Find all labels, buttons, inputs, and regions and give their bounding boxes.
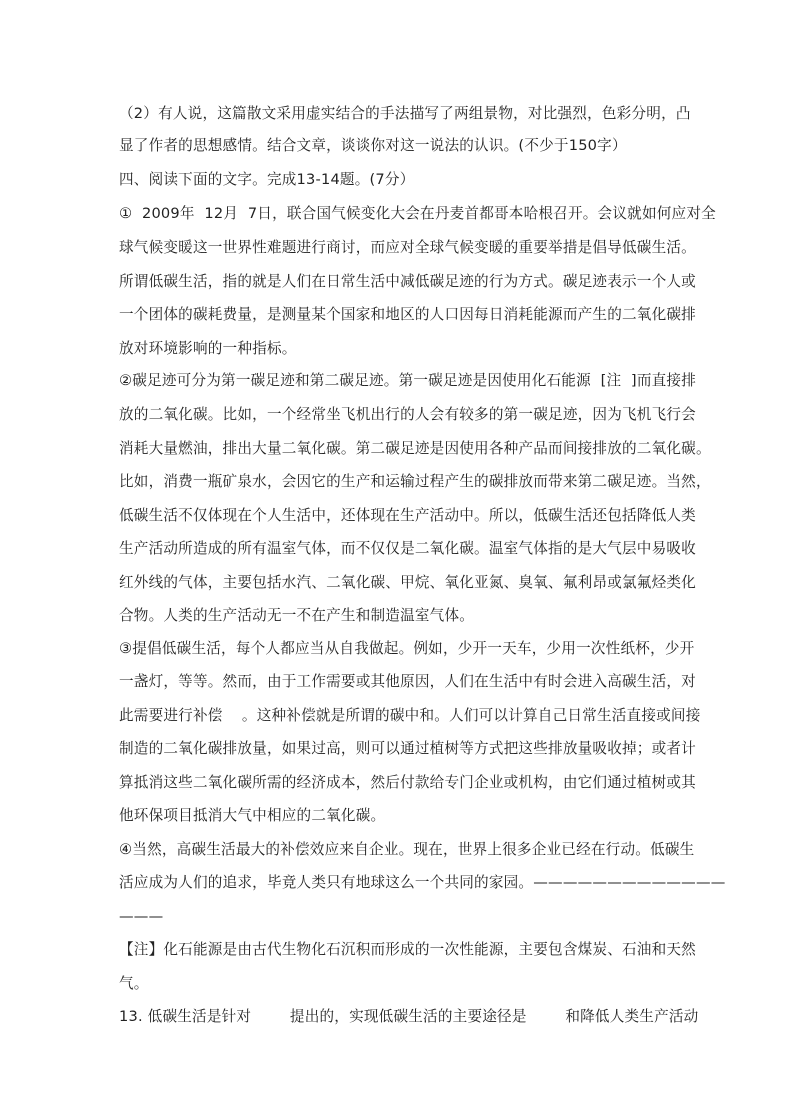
paragraph-4-line-3: ——— xyxy=(119,908,164,925)
paragraph-3-line-6: 他环保项目抵消大气中相应的二氧化碳。 xyxy=(119,807,386,824)
paragraph-3-line-2: 一盏灯，等等。然而，由于工作需要或其他原因，人们在生活中有时会进入高碳生活，对 xyxy=(119,673,696,690)
paragraph-1-line-4: 一个团体的碳耗费量，是测量某个国家和地区的人口因每日消耗能源而产生的二氧化碳排 xyxy=(119,306,696,323)
paragraph-2-line-2: 放的二氧化碳。比如，一个经常坐飞机出行的人会有较多的第一碳足迹，因为飞机飞行会 xyxy=(119,406,696,423)
paragraph-2-line-7: 红外线的气体，主要包括水汽、二氧化碳、甲烷、氧化亚氮、臭氧、氟利昂或氯氟烃类化 xyxy=(119,574,696,591)
paragraph-1-line-5: 放对环境影响的一种指标。 xyxy=(119,340,297,357)
question-2-line-1: （2）有人说，这篇散文采用虚实结合的手法描写了两组景物，对比强烈，色彩分明，凸 xyxy=(119,105,691,122)
paragraph-4-line-1: ④当然，高碳生活最大的补偿效应来自企业。现在，世界上很多企业已经在行动。低碳生 xyxy=(119,841,695,858)
paragraph-3-line-1: ③提倡低碳生活，每个人都应当从自我做起。例如，少开一天车，少用一次性纸杯，少开 xyxy=(119,640,695,657)
question-2-line-2: 显了作者的思想感情。结合文章，谈谈你对这一说法的认识。(不少于150字） xyxy=(119,137,627,154)
question-13: 13. 低碳生活是针对 提出的，实现低碳生活的主要途径是 和降低人类生产活动 xyxy=(119,1008,699,1025)
paragraph-1-line-2: 球气候变暖这一世界性难题进行商讨，而应对全球气候变暖的重要举措是倡导低碳生活。 xyxy=(119,239,696,256)
paragraph-3-line-5: 算抵消这些二氧化碳所需的经济成本，然后付款给专门企业或机构，由它们通过植树或其 xyxy=(119,774,696,791)
paragraph-2-line-5: 低碳生活不仅体现在个人生活中，还体现在生产活动中。所以，低碳生活还包括降低人类 xyxy=(119,507,696,524)
paragraph-3-line-3: 此需要进行补偿 。这种补偿就是所谓的碳中和。人们可以计算自己日常生活直接或间接 xyxy=(119,707,701,724)
paragraph-2-line-8: 合物。人类的生产活动无一不在产生和制造温室气体。 xyxy=(119,607,475,624)
paragraph-2-line-1: ②碳足迹可分为第一碳足迹和第二碳足迹。第一碳足迹是因使用化石能源 [注 ]而直接排 xyxy=(119,372,697,389)
paragraph-1-line-3: 所谓低碳生活，指的就是人们在日常生活中减低碳足迹的行为方式。碳足迹表示一个人或 xyxy=(119,273,696,290)
paragraph-2-line-3: 消耗大量燃油，排出大量二氧化碳。第二碳足迹是因使用各种产品而间接排放的二氧化碳。 xyxy=(119,440,711,457)
paragraph-1-line-1: ① 2009年 12月 7日，联合国气候变化大会在丹麦首都哥本哈根召开。会议就如何应对全 xyxy=(119,205,716,222)
section-4-heading: 四、阅读下面的文字。完成13-14题。(7分） xyxy=(119,171,415,188)
paragraph-2-line-6: 生产活动所造成的所有温室气体，而不仅仅是二氧化碳。温室气体指的是大气层中易吸收 xyxy=(119,540,696,557)
paragraph-4-line-2: 活应成为人们的追求，毕竟人类只有地球这么一个共同的家园。————————————— xyxy=(119,874,726,891)
paragraph-2-line-4: 比如，消费一瓶矿泉水，会因它的生产和运输过程产生的碳排放而带来第二碳足迹。当然， xyxy=(119,473,711,490)
note-line-2: 气。 xyxy=(119,975,149,992)
note-line-1: 【注】化石能源是由古代生物化石沉积而形成的一次性能源，主要包含煤炭、石油和天然 xyxy=(119,941,696,958)
paragraph-3-line-4: 制造的二氧化碳排放量，如果过高，则可以通过植树等方式把这些排放量吸收掉；或者计 xyxy=(119,740,696,757)
